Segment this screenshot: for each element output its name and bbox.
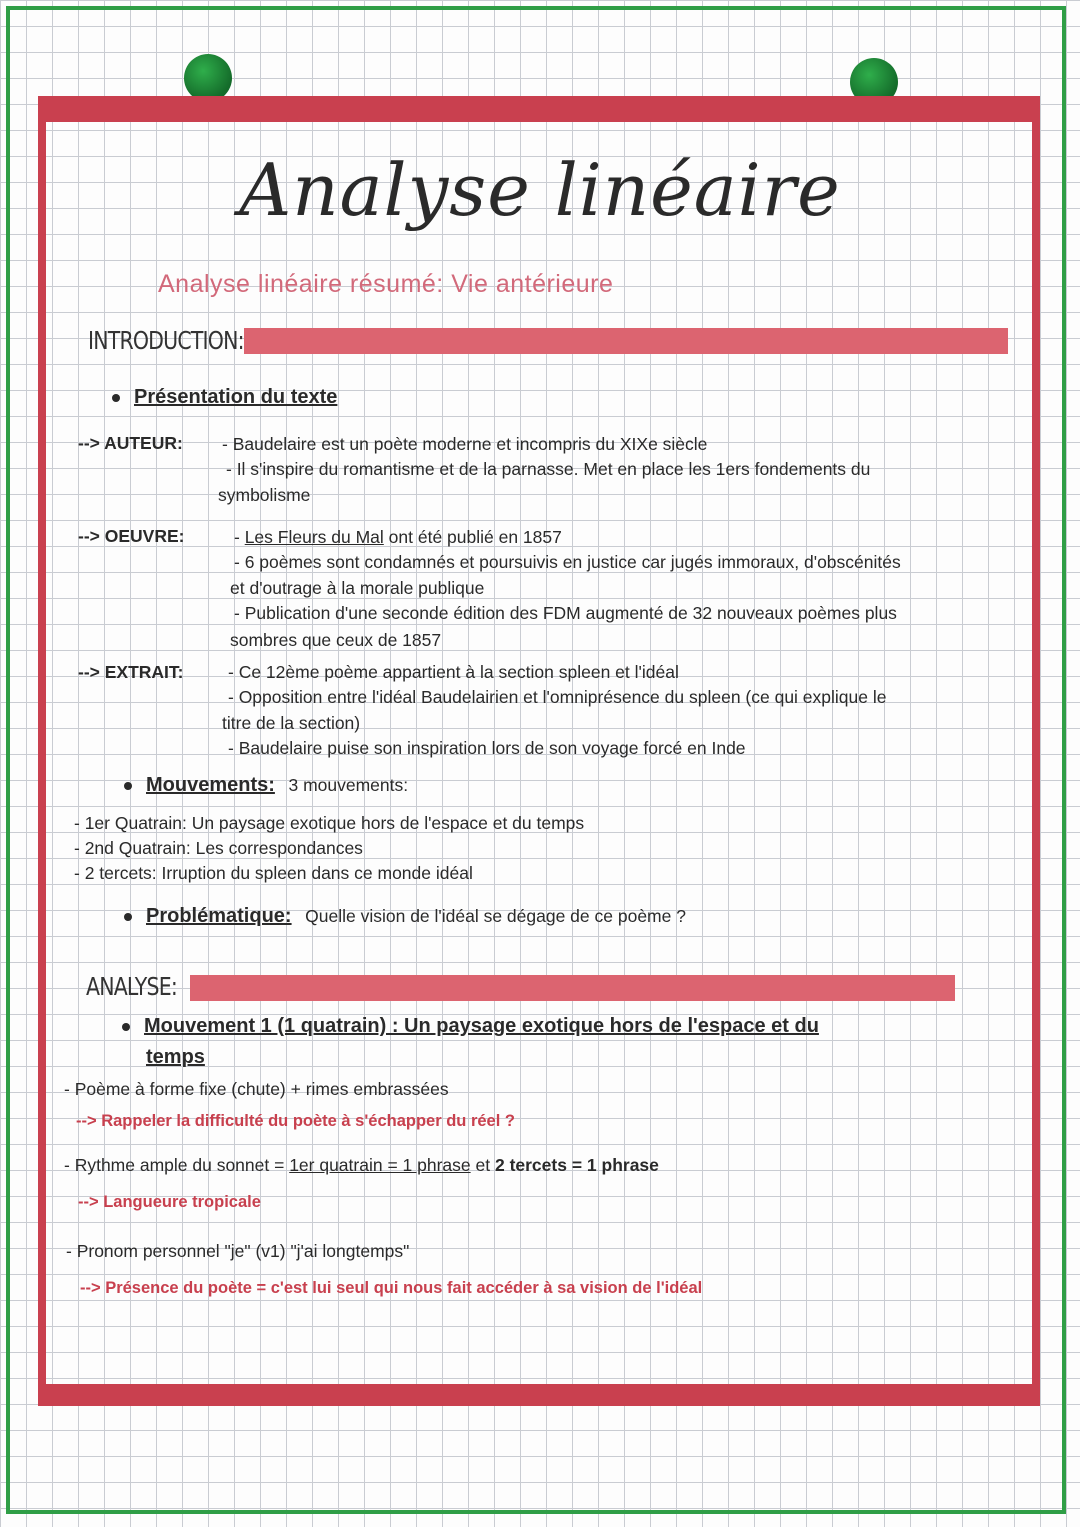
- analyse-item-2: [64, 1155, 659, 1176]
- oeuvre-line-1-rest: ont été publié en 1857: [383, 527, 562, 547]
- analyse-note-3: --> Présence du poète = c'est lui seul qui nous fait accéder à sa vision de l'idéal: [80, 1279, 703, 1297]
- auteur-line-2: - Il s'inspire du romantisme et de la parnasse. Met en place les 1ers fondements du: [226, 459, 871, 479]
- bullet-dot: [124, 913, 132, 921]
- item2-start: - Rythme ample du sonnet =: [64, 1155, 290, 1175]
- mouvement1-heading-line-2-text: temps: [146, 1046, 205, 1068]
- presentation-heading: [112, 386, 337, 409]
- intro-bar: [244, 328, 1008, 354]
- analyse-bar: [190, 975, 955, 1001]
- mouvement-item-1: - 1er Quatrain: Un paysage exotique hors de l'espace et du temps: [74, 813, 585, 833]
- presentation-heading-text: Présentation du texte: [134, 386, 338, 408]
- bullet-dot: [112, 394, 120, 402]
- analyse-item-3: - Pronom personnel "je" (v1) "j'ai longtemps": [66, 1241, 410, 1261]
- bullet-dot: [122, 1023, 130, 1031]
- auteur-label: --> AUTEUR:: [78, 433, 183, 453]
- analyse-note-1: --> Rappeler la difficulté du poète à s'échapper du réel ?: [76, 1112, 515, 1130]
- item2-bold: 2 tercets = 1 phrase: [494, 1155, 659, 1175]
- item2-mid: et: [470, 1155, 495, 1175]
- oeuvre-label: --> OEUVRE:: [78, 526, 185, 546]
- page-title: Analyse linéaire: [239, 148, 841, 232]
- oeuvre-title: Les Fleurs du Mal: [244, 527, 384, 547]
- auteur-line-3: symbolisme: [218, 485, 311, 505]
- mouvement1-heading-line-2: [146, 1046, 205, 1069]
- mouvements-count: 3 mouvements:: [288, 775, 409, 795]
- analyse-note-2: --> Langueure tropicale: [78, 1193, 261, 1211]
- problematique-heading-text: Problématique:: [146, 905, 292, 927]
- item2-underlined: 1er quatrain = 1 phrase: [289, 1155, 471, 1175]
- mouvements-heading-text: Mouvements:: [146, 774, 275, 796]
- extrait-line-3: titre de la section): [222, 713, 361, 733]
- left-pin: [184, 54, 232, 102]
- analyse-item-1: - Poème à forme fixe (chute) + rimes embrassées: [64, 1079, 449, 1099]
- mouvement1-heading: [122, 1015, 819, 1038]
- mouvement-item-3: - 2 tercets: Irruption du spleen dans ce monde idéal: [74, 863, 473, 883]
- mouvement1-heading-line-1: Mouvement 1 (1 quatrain) : Un paysage exotique hors de l'espace et du: [144, 1015, 819, 1037]
- analyse-heading: ANALYSE:: [86, 972, 177, 1001]
- mouvements-heading: [124, 774, 408, 797]
- intro-heading: INTRODUCTION:: [88, 326, 244, 355]
- oeuvre-line-5: sombres que ceux de 1857: [230, 630, 442, 650]
- mouvement-item-2: - 2nd Quatrain: Les correspondances: [74, 838, 363, 858]
- page-subtitle: Analyse linéaire résumé: Vie antérieure: [158, 270, 614, 298]
- extrait-line-1: - Ce 12ème poème appartient à la section spleen et l'idéal: [228, 662, 679, 682]
- auteur-line-1: - Baudelaire est un poète moderne et incompris du XIXe siècle: [222, 434, 708, 454]
- extrait-line-4: - Baudelaire puise son inspiration lors de son voyage forcé en Inde: [228, 738, 746, 758]
- problematique-text: Quelle vision de l'idéal se dégage de ce poème ?: [305, 906, 686, 926]
- oeuvre-line-4: - Publication d'une seconde édition des FDM augmenté de 32 nouveaux poèmes plus: [234, 603, 897, 623]
- bullet-dot: [124, 782, 132, 790]
- problematique-heading: [124, 905, 686, 928]
- extrait-line-2: - Opposition entre l'idéal Baudelairien et l'omniprésence du spleen (ce qui explique le: [228, 687, 887, 707]
- extrait-label: --> EXTRAIT:: [78, 662, 184, 682]
- oeuvre-line-1: - Les Fleurs du Mal ont été publié en 1857: [234, 527, 562, 547]
- oeuvre-line-3: et d'outrage à la morale publique: [230, 578, 485, 598]
- oeuvre-line-2: - 6 poèmes sont condamnés et poursuivis en justice car jugés immoraux, d'obscénités: [234, 552, 901, 572]
